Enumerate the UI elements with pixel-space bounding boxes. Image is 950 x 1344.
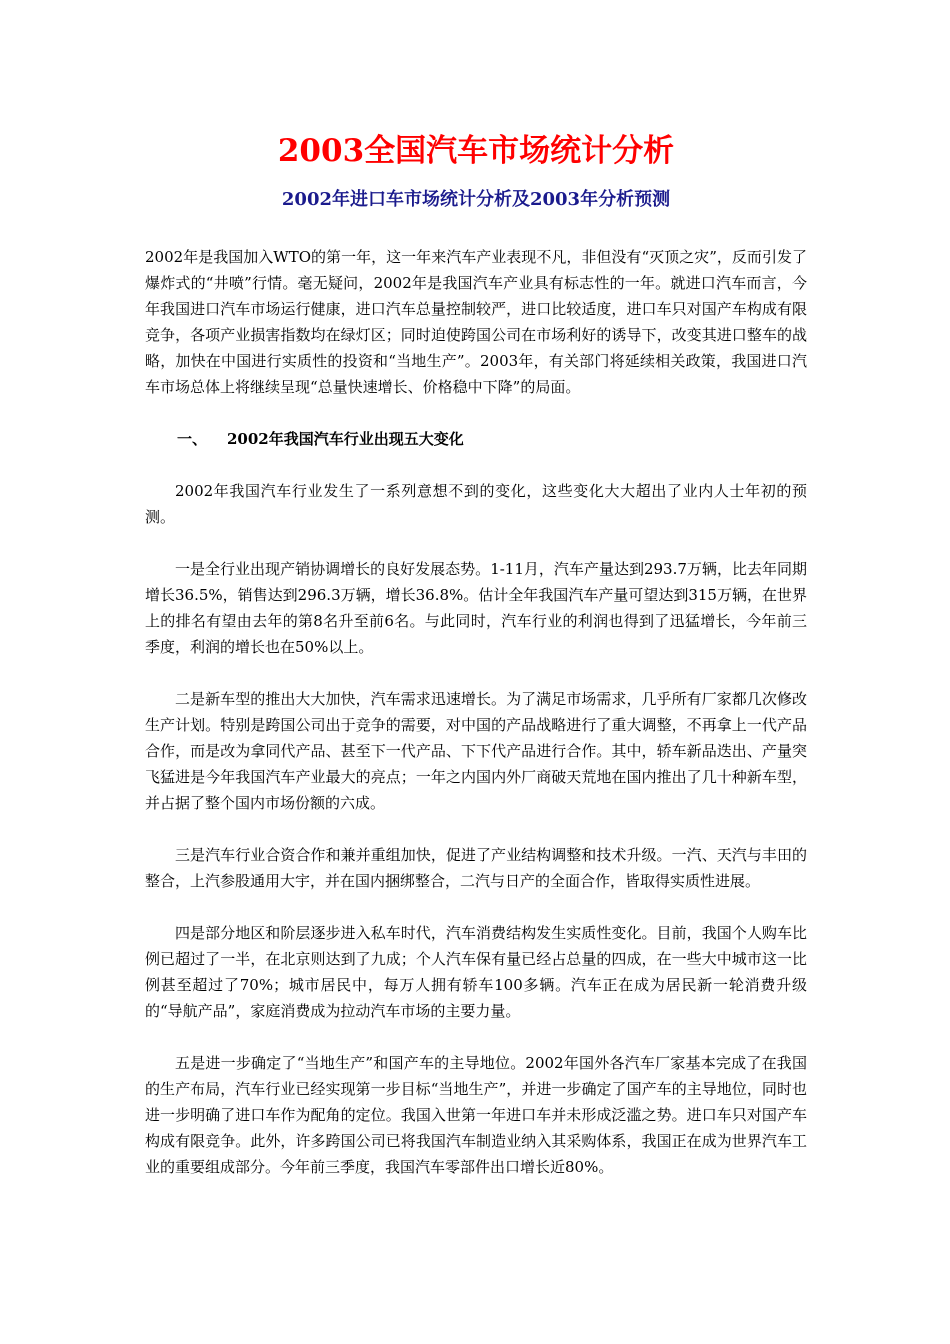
section-heading (145, 426, 807, 452)
body-paragraph: 五是进一步确定了“当地生产”和国产车的主导地位。2002年国外各汽车厂家基本完成了在我国的生产布局，汽车行业已经实现第一步目标“当地生产”，并进一步确定了国产车的主导地位，同时也进一步明确了进口车作为配角的定位。我国入世第一年进口车并未形成泛滥之势。进口车只对国产车构成有限竞争。此外，许多跨国公司已将我国汽车制造业纳入其采购体系，我国正在成为世界汽车工业的重要组成部分。今年前三季度，我国汽车零部件出口增长近80%。 (145, 1054, 807, 1176)
body-paragraph: 一是全行业出现产销协调增长的良好发展态势。1-11月，汽车产量达到293.7万辆，比去年同期增长36.5%，销售达到296.3万辆，增长36.8%。估计全年我国汽车产量可望达到315万辆，在世界上的排名有望由去年的第8名升至前6名。与此同时，汽车行业的利润也得到了迅猛增长，今年前三季度，利润的增长也在50%以上。 (145, 560, 807, 656)
body-paragraph: 二是新车型的推出大大加快，汽车需求迅速增长。为了满足市场需求，几乎所有厂家都几次修改生产计划。特别是跨国公司出于竞争的需要，对中国的产品战略进行了重大调整，不再拿上一代产品合作，而是改为拿同代产品、甚至下一代产品、下下代产品进行合作。其中，轿车新品迭出、产量突飞猛进是今年我国汽车产业最大的亮点；一年之内国内外厂商破天荒地在国内推出了几十种新车型，并占据了整个国内市场份额的六成。 (145, 690, 807, 812)
document-title: 2003全国汽车市场统计分析 (277, 133, 675, 169)
intro-paragraph: 2002年是我国加入WTO的第一年，这一年来汽车产业表现不凡，非但没有“灭顶之灾”，反而引发了爆炸式的“井喷”行情。毫无疑问，2002年是我国汽车产业具有标志性的一年。就进口汽车而言，今年我国进口汽车市场运行健康，进口汽车总量控制较严，进口比较适度，进口车只对国产车构成有限竞争，各项产业损害指数均在绿灯区；同时迫使跨国公司在市场利好的诱导下，改变其进口整车的战略，加快在中国进行实质性的投资和“当地生产”。2003年，有关部门将延续相关政策，我国进口汽车市场总体上将继续呈现“总量快速增长、价格稳中下降”的局面。 (145, 248, 807, 396)
body-paragraph: 三是汽车行业合资合作和兼并重组加快，促进了产业结构调整和技术升级。一汽、天汽与丰田的整合，上汽参股通用大宇，并在国内捆绑整合，二汽与日产的全面合作，皆取得实质性进展。 (145, 846, 807, 890)
body-paragraph: 2002年我国汽车行业发生了一系列意想不到的变化，这些变化大大超出了业内人士年初的预测。 (145, 482, 807, 526)
section-title: 2002年我国汽车行业出现五大变化 (227, 430, 464, 448)
body-paragraph: 四是部分地区和阶层逐步进入私车时代，汽车消费结构发生实质性变化。目前，我国个人购车比例已超过了一半，在北京则达到了九成；个人汽车保有量已经占总量的四成，在一些大中城市这一比例甚至超过了70%；城市居民中，每万人拥有轿车100多辆。汽车正在成为居民新一轮消费升级的“导航产品”，家庭消费成为拉动汽车市场的主要力量。 (145, 924, 807, 1020)
document-subtitle: 2002年进口车市场统计分析及2003年分析预测 (281, 189, 671, 210)
document-body (145, 244, 807, 1206)
section-number: 一、 (177, 430, 208, 448)
